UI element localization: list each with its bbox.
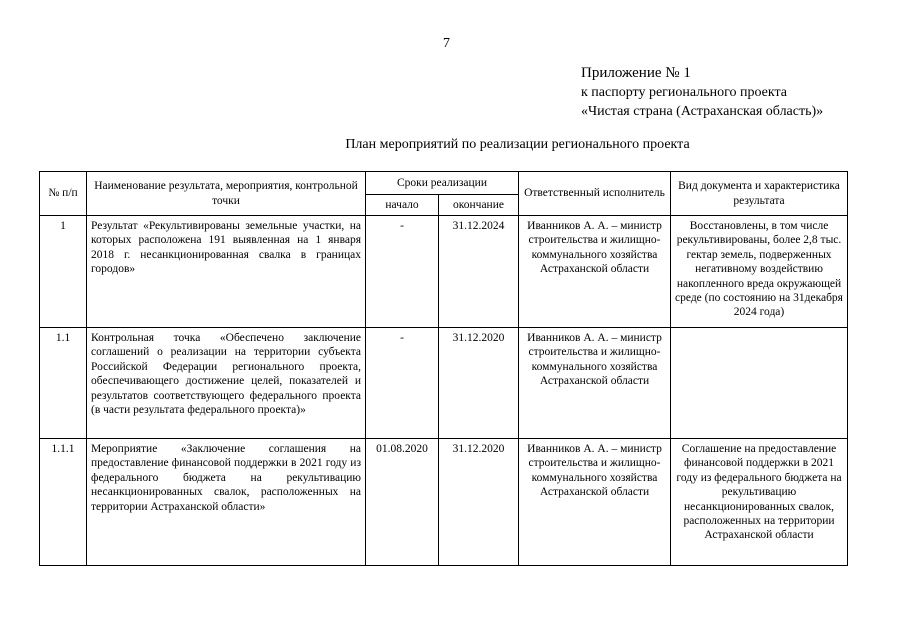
table-row	[40, 328, 848, 439]
header-start: начало	[366, 195, 439, 216]
plan-table	[39, 171, 848, 566]
row-responsible: Иванников А. А. – министр строительства и жилищно-коммунального хозяйства Астраханской области	[519, 328, 671, 439]
row-name: Результат «Рекультивированы земельные участки, на которых расположена 191 выявленная на 1 января 2018 г. несанкционированная свалка в границах городов»	[87, 216, 366, 328]
row-start: -	[366, 328, 439, 439]
appendix-line-1: Приложение № 1	[581, 65, 691, 81]
row-responsible: Иванников А. А. – министр строительства и жилищно-коммунального хозяйства Астраханской области	[519, 439, 671, 566]
row-num: 1.1.1	[40, 439, 87, 566]
header-responsible: Ответственный исполнитель	[519, 172, 671, 216]
header-end: окончание	[439, 195, 519, 216]
appendix-line-3: «Чистая страна (Астраханская область)»	[581, 104, 824, 119]
row-end: 31.12.2020	[439, 328, 519, 439]
header-name: Наименование результата, мероприятия, контрольной точки	[87, 172, 366, 216]
row-end: 31.12.2020	[439, 439, 519, 566]
row-doc: Восстановлены, в том числе рекультивированы, более 2,8 тыс. гектар земель, подверженных негативному воздействию накопленного вреда окружающей среде (по состоянию на 31декабря 2024 года)	[671, 216, 848, 328]
row-num: 1.1	[40, 328, 87, 439]
row-name: Контрольная точка «Обеспечено заключение соглашений о реализации на территории субъекта Российской Федерации регионального проекта, обеспечивающего достижение целей, показателей и результатов соответствующего федерального проекта (в части результата федерального проекта)»	[87, 328, 366, 439]
appendix-header	[581, 64, 823, 121]
page-number: 7	[443, 36, 450, 51]
header-doc: Вид документа и характеристика результата	[671, 172, 848, 216]
table-row	[40, 216, 848, 328]
row-doc	[671, 328, 848, 439]
row-num: 1	[40, 216, 87, 328]
header-terms: Сроки реализации	[366, 172, 519, 195]
appendix-line-2: к паспорту регионального проекта	[581, 85, 787, 100]
plan-title: План мероприятий по реализации регионального проекта	[345, 137, 690, 152]
row-start: 01.08.2020	[366, 439, 439, 566]
row-responsible: Иванников А. А. – министр строительства и жилищно-коммунального хозяйства Астраханской области	[519, 216, 671, 328]
row-doc: Соглашение на предоставление финансовой поддержки в 2021 году из федерального бюджета на рекультивацию несанкционированных свалок, расположенных на территории Астраханской области	[671, 439, 848, 566]
header-num: № п/п	[40, 172, 87, 216]
row-start: -	[366, 216, 439, 328]
row-name: Мероприятие «Заключение соглашения на предоставление финансовой поддержки в 2021 году из федерального бюджета на рекультивацию несанкционированных свалок, расположенных на территории Астраханской области»	[87, 439, 366, 566]
row-end: 31.12.2024	[439, 216, 519, 328]
table-row	[40, 439, 848, 566]
